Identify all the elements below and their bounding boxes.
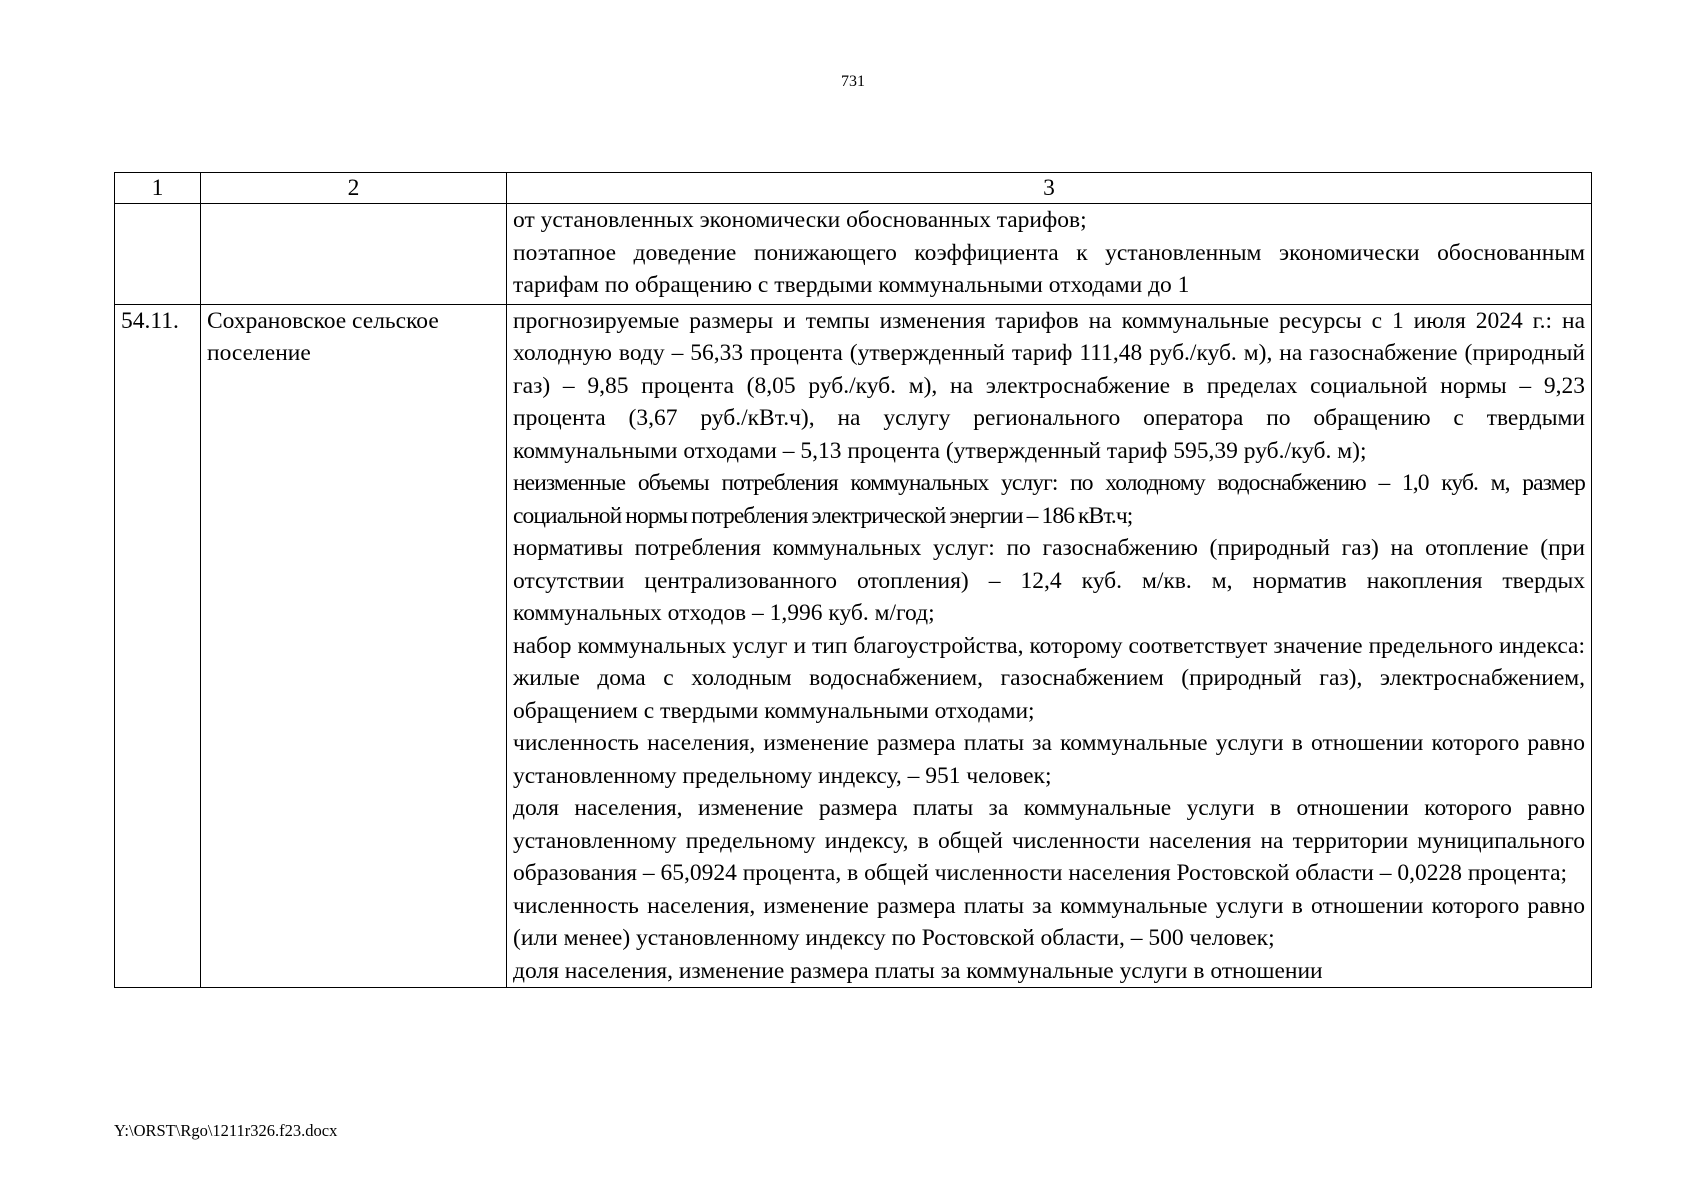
- document-table: [114, 172, 1592, 988]
- table-header-row: [115, 173, 1592, 204]
- description-cell: [507, 204, 1592, 305]
- paragraph: доля населения, изменение размера платы за коммунальные услуги в отношении: [513, 957, 1323, 984]
- header-cell-3: 3: [507, 173, 1592, 204]
- settlement-name-cell: [201, 204, 507, 305]
- paragraph: набор коммунальных услуг и тип благоустройства, которому соответствует значение предельного индекса: жилые дома с холодным водоснабжением, газоснабжением (природный газ), электроснабжением, обращением с твердыми коммунальными отходами;: [513, 632, 1585, 724]
- paragraph: доля населения, изменение размера платы за коммунальные услуги в отношении которого равно установленному предельному индексу, в общей численности населения на территории муниципального образования – 65,0924 процента, в общей численности населения Ростовской области – 0,0228 процента;: [513, 795, 1585, 886]
- page-number: 731: [841, 73, 865, 90]
- table-row: [115, 304, 1592, 988]
- footer-file-path: Y:\ORST\Rgo\1211r326.f23.docx: [114, 1121, 338, 1140]
- row-number-cell: [115, 204, 201, 305]
- header-cell-1: 1: [115, 173, 201, 204]
- paragraph: от установленных экономически обоснованных тарифов;: [513, 207, 1087, 233]
- paragraph: прогнозируемые размеры и темпы изменения тарифов на коммунальные ресурсы с 1 июля 2024 г.: на холодную воду – 56,33 процента (утвержденный тариф 111,48 руб./куб. м), на газоснабжение (природный газ) – 9,85 процента (8,05 руб./куб. м), на электроснабжение в пределах социальной нормы – 9,23 процента (3,67 руб./кВт.ч), на услугу регионального оператора по обращению с твердыми коммунальными отходами – 5,13 процента (утвержденный тариф 595,39 руб./куб. м);: [513, 307, 1585, 464]
- settlement-name-cell: Сохрановское сельское поселение: [201, 304, 507, 988]
- description-cell: [507, 304, 1592, 988]
- paragraph: численность населения, изменение размера платы за коммунальные услуги в отношении которого равно (или менее) установленному индексу по Ростовской области, – 500 человек;: [513, 892, 1585, 951]
- header-cell-2: 2: [201, 173, 507, 204]
- paragraph: поэтапное доведение понижающего коэффициента к установленным экономически обоснованным тарифам по обращению с твердыми коммунальными отходами до 1: [513, 239, 1585, 298]
- paragraph: неизменные объемы потребления коммунальных услуг: по холодному водоснабжению – 1,0 куб. м, размер социальной нормы потребления электрической энергии – 186 кВт.ч;: [513, 470, 1585, 529]
- paragraph: нормативы потребления коммунальных услуг: по газоснабжению (природный газ) на отопление (при отсутствии централизованного отопления) – 12,4 куб. м/кв. м, норматив накопления твердых коммунальных отходов – 1,996 куб. м/год;: [513, 535, 1585, 626]
- paragraph: численность населения, изменение размера платы за коммунальные услуги в отношении которого равно установленному предельному индексу, – 951 человек;: [513, 730, 1585, 789]
- table-row: [115, 204, 1592, 305]
- row-number-cell: 54.11.: [115, 304, 201, 988]
